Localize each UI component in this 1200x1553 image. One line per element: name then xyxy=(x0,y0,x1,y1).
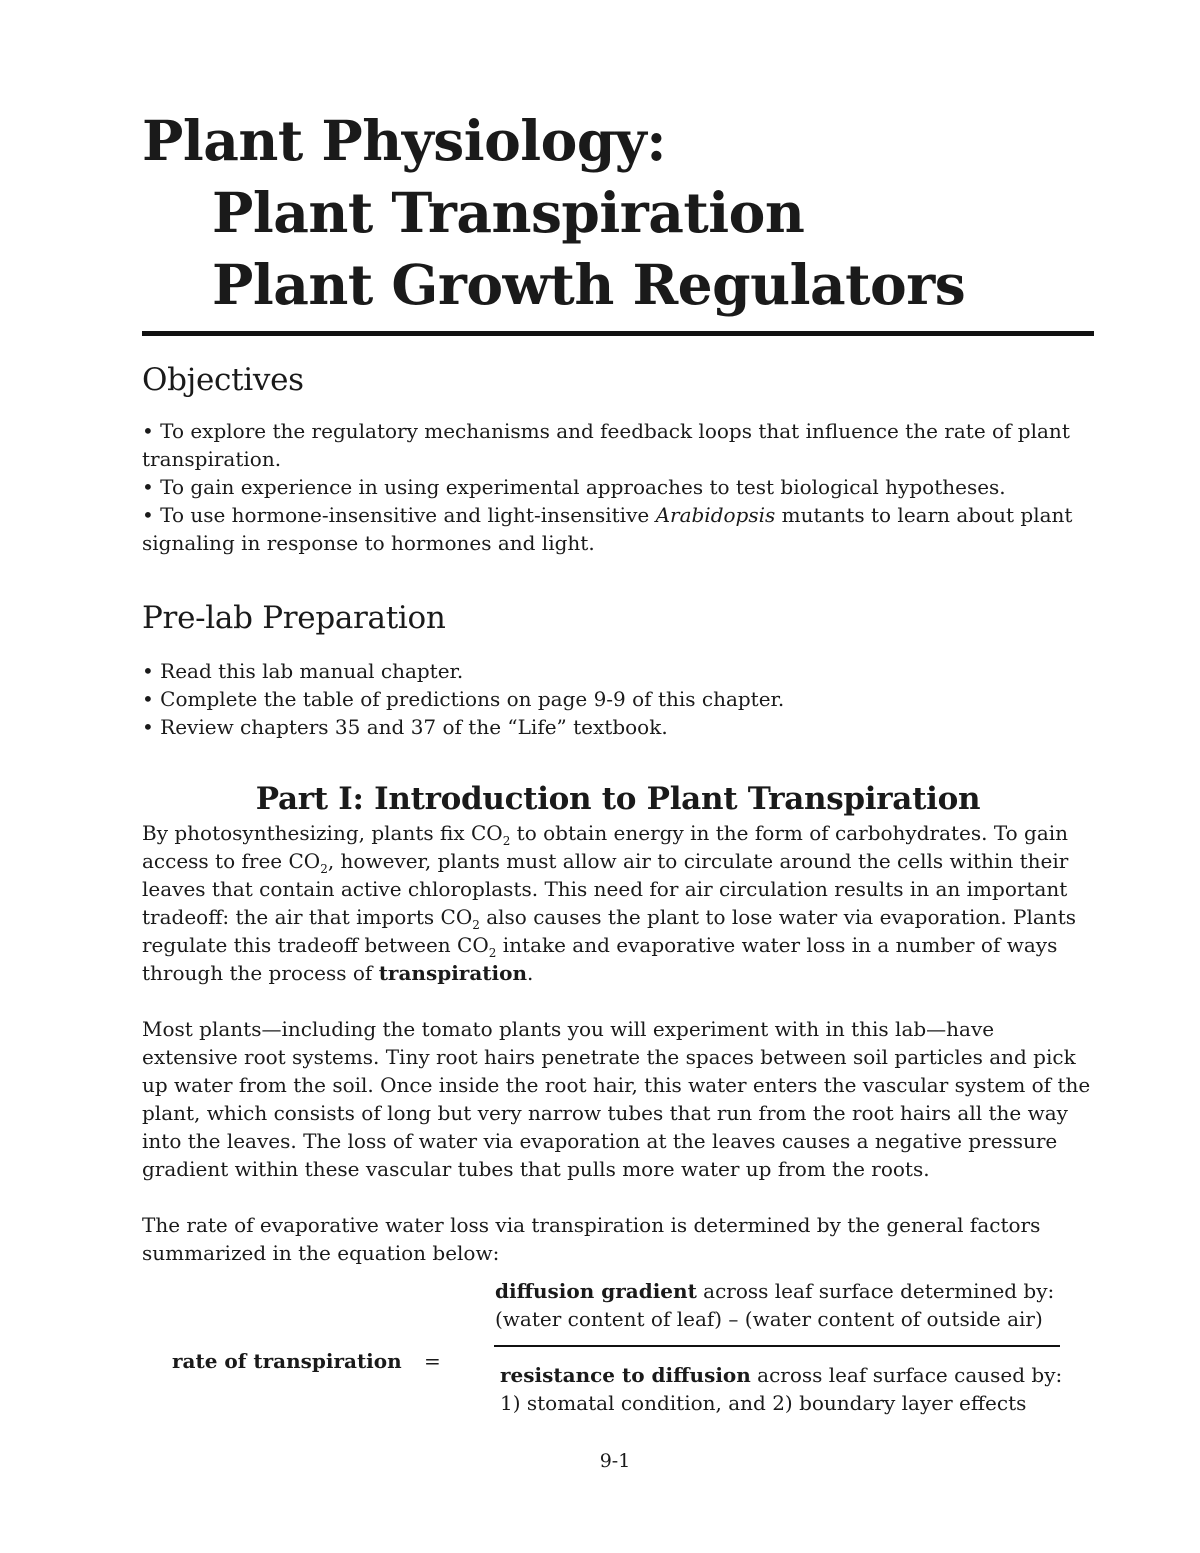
equation-equals-sign: = xyxy=(424,1349,441,1373)
p1-text-end: . xyxy=(527,961,534,985)
title-line-3: Plant Growth Regulators xyxy=(212,252,966,317)
transpiration-equation xyxy=(142,1277,1094,1427)
objective-item-3-a: • To use hormone-insensitive and light-insensitive xyxy=(142,503,656,527)
co2-subscript: 2 xyxy=(320,862,328,876)
numerator-bold: diffusion gradient xyxy=(495,1279,697,1303)
objective-item-1: • To explore the regulatory mechanisms and feedback loops that influence the rate of plant transpiration. xyxy=(142,419,1070,471)
numerator-rest: across leaf surface determined by: xyxy=(696,1279,1055,1303)
transpiration-term: transpiration xyxy=(378,961,528,985)
prelab-item-2: • Complete the table of predictions on page 9-9 of this chapter. xyxy=(142,687,785,711)
objectives-heading: Objectives xyxy=(142,362,304,398)
equation-numerator xyxy=(495,1277,1054,1333)
p1-text-3: , however, plants must allow air to circulate around the cells within their leaves that contain active chloroplasts. This need for air circulation results in an important tradeoff: the air that imports CO xyxy=(142,849,1069,929)
prelab-heading: Pre-lab Preparation xyxy=(142,600,446,636)
page-number: 9-1 xyxy=(599,1450,631,1472)
equation-denominator xyxy=(500,1361,1062,1417)
objective-item-3-b: mutants to learn about plant signaling in response to hormones and light. xyxy=(142,503,1073,555)
numerator-line-2: (water content of leaf) – (water content of outside air) xyxy=(495,1307,1043,1331)
title-rule xyxy=(142,331,1094,336)
document-page xyxy=(142,105,1094,1427)
co2-subscript: 2 xyxy=(502,834,511,848)
fraction-bar xyxy=(494,1345,1060,1347)
part1-paragraph-1 xyxy=(142,819,1094,987)
p1-text-5: intake and evaporative water loss in a number of ways through the process of xyxy=(142,933,1058,985)
denominator-rest: across leaf surface caused by: xyxy=(750,1363,1063,1387)
objectives-list xyxy=(142,417,1094,557)
objective-item-2: • To gain experience in using experimental approaches to test biological hypotheses. xyxy=(142,475,1006,499)
chapter-title xyxy=(142,105,1094,321)
part1-paragraph-3: The rate of evaporative water loss via transpiration is determined by the general factors summarized in the equation below: xyxy=(142,1213,1041,1265)
denominator-bold: resistance to diffusion xyxy=(500,1363,751,1387)
objective-item-3 xyxy=(142,501,1094,557)
part1-paragraph-2: Most plants—including the tomato plants you will experiment with in this lab—have extensive root systems. Tiny root hairs penetrate the spaces between soil particles and pick up water from the soil. Once inside the root hair, this water enters the vascular system of the plant, which consists of long but very narrow tubes that run from the root hairs all the way into the leaves. The loss of water via evaporation at the leaves causes a negative pressure gradient within these vascular tubes that pulls more water up from the roots. xyxy=(142,1017,1091,1181)
title-line-1: Plant Physiology: xyxy=(142,108,667,173)
denominator-line-2: 1) stomatal condition, and 2) boundary layer effects xyxy=(500,1391,1027,1415)
p1-text-4: also causes the plant to lose water via evaporation. Plants regulate this tradeoff between CO xyxy=(142,905,1076,957)
prelab-item-3: • Review chapters 35 and 37 of the “Life” textbook. xyxy=(142,715,668,739)
p1-text-1: By photosynthesizing, plants fix CO xyxy=(142,821,503,845)
prelab-list xyxy=(142,657,1094,741)
title-line-2: Plant Transpiration xyxy=(212,180,805,245)
p1-text-2: to obtain energy in the form of carbohydrates. To gain access to free CO xyxy=(142,821,1069,873)
co2-subscript: 2 xyxy=(472,918,480,932)
arabidopsis-term: Arabidopsis xyxy=(655,503,776,527)
equation-left-side: rate of transpiration xyxy=(172,1349,402,1373)
co2-subscript: 2 xyxy=(488,946,497,960)
prelab-item-1: • Read this lab manual chapter. xyxy=(142,659,464,683)
part1-heading: Part I: Introduction to Plant Transpiration xyxy=(255,781,981,817)
